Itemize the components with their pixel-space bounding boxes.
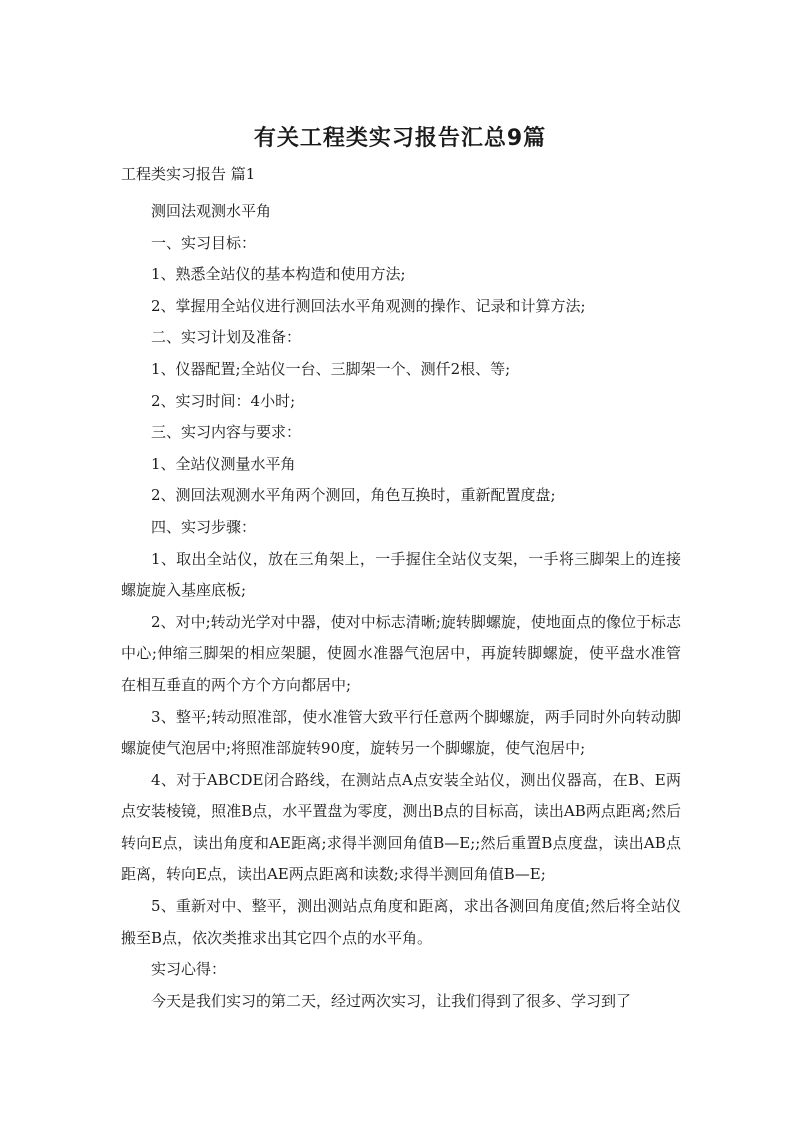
paragraph: 1、取出全站仪，放在三角架上，一手握住全站仪支架，一手将三脚架上的连接螺旋旋入基座底板; bbox=[121, 549, 681, 600]
paragraph: 今天是我们实习的第二天，经过两次实习，让我们得到了很多、学习到了 bbox=[151, 991, 632, 1010]
paragraph: 实习心得： bbox=[151, 960, 227, 979]
paragraph: 3、整平;转动照准部，使水准管大致平行任意两个脚螺旋，两手同时外向转动脚螺旋使气泡居中;将照准部旋转90度，旋转另一个脚螺旋，使气泡居中; bbox=[121, 707, 681, 758]
section-heading: 工程类实习报告 篇1 bbox=[121, 165, 256, 183]
paragraph: 2、实习时间：4小时; bbox=[151, 391, 296, 410]
document-body bbox=[121, 196, 681, 1017]
paragraph: 一、实习目标： bbox=[151, 233, 257, 252]
paragraph: 2、测回法观测水平角两个测回，角色互换时，重新配置度盘; bbox=[151, 486, 556, 505]
document-title: 有关工程类实习报告汇总9篇 bbox=[253, 126, 547, 151]
paragraph: 四、实习步骤： bbox=[151, 517, 257, 536]
paragraph: 1、熟悉全站仪的基本构造和使用方法; bbox=[151, 265, 406, 284]
paragraph: 二、实习计划及准备： bbox=[151, 328, 302, 347]
paragraph: 测回法观测水平角 bbox=[151, 202, 272, 220]
paragraph: 2、掌握用全站仪进行测回法水平角观测的操作、记录和计算方法; bbox=[151, 296, 586, 315]
paragraph: 1、全站仪测量水平角 bbox=[151, 454, 296, 473]
paragraph: 4、对于ABCDE闭合路线，在测站点A点安装全站仪，测出仪器高，在B、E两点安装棱镜，照准B点，水平置盘为零度，测出B点的目标高，读出AB两点距离;然后转向E点，读出角度和AE距离;求得半测回角值B—E;;然后重置B点度盘，读出AB点距离，转向E点，读出AE两点距离和读数;求得半测回角值B—E; bbox=[121, 770, 681, 884]
paragraph: 5、重新对中、整平，测出测站点角度和距离，求出各测回角度值;然后将全站仪搬至B点，依次类推求出其它四个点的水平角。 bbox=[121, 897, 681, 947]
paragraph: 1、仪器配置;全站仪一台、三脚架一个、测仟2根、等; bbox=[151, 359, 511, 378]
paragraph: 三、实习内容与要求： bbox=[151, 423, 302, 442]
paragraph: 2、对中;转动光学对中器，使对中标志清晰;旋转脚螺旋，使地面点的像位于标志中心;伸缩三脚架的相应架腿，使圆水准器气泡居中，再旋转脚螺旋，使平盘水准管在相互垂直的两个方个方向都居中; bbox=[121, 612, 681, 694]
